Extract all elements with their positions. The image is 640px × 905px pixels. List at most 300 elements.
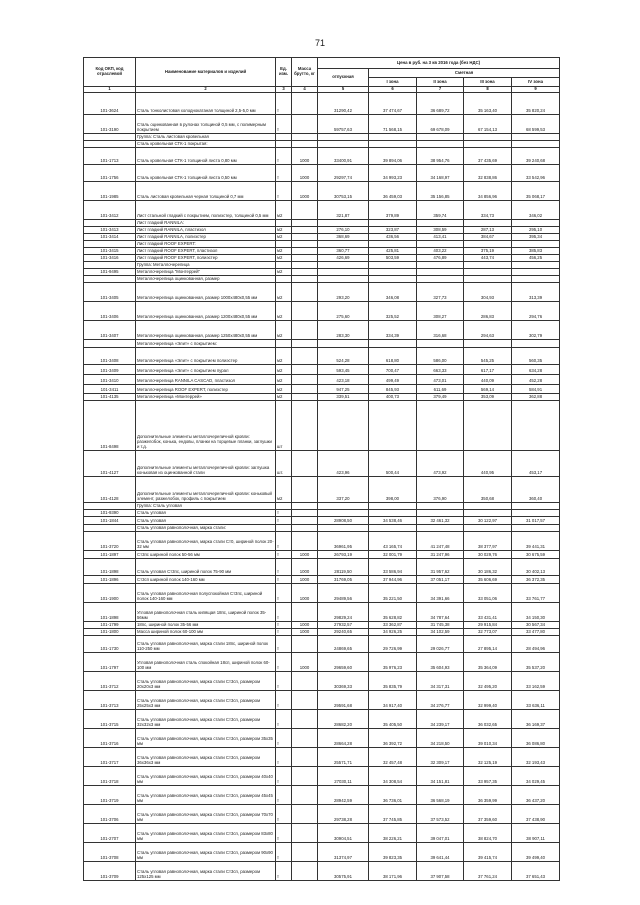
row-price-zone-2: 316,68 <box>417 321 464 340</box>
row-price-zone-2: 34 239,17 <box>417 710 464 729</box>
row-price-zone-3: 33 957,35 <box>464 767 512 786</box>
row-name: Сталь угловая равнополочная, марка стали Ст3сп, размером 36х36х3 мм <box>136 748 276 767</box>
row-price-release: 337,20 <box>318 477 369 503</box>
price-table <box>83 57 560 881</box>
row-name: Лист гладкий RANNILA, пластизол <box>136 227 276 234</box>
row-price-release: 276,10 <box>318 227 369 234</box>
row-unit: т <box>276 786 292 805</box>
row-price-zone-3: 35 606,69 <box>464 576 512 584</box>
row-price-release: 29240,65 <box>318 629 369 636</box>
row-name: Угловая равнополочная сталь спокойная 18сп, шириной полок 60-100 мм <box>136 653 276 672</box>
row-name: Сталь угловая равнополочная, марка стали Ст3сп, размером 32х32х3 мм <box>136 710 276 729</box>
row-price-zone-4: 35 068,17 <box>512 182 560 201</box>
row-price-zone-3: 304,93 <box>464 283 512 302</box>
row-price-zone-1 <box>369 141 417 148</box>
row-price-release <box>318 401 369 451</box>
row-unit: т <box>276 710 292 729</box>
row-price-release: 28664,28 <box>318 729 369 748</box>
row-price-zone-2: 308,59 <box>417 227 464 234</box>
row-price-zone-2 <box>417 401 464 451</box>
row-price-zone-3: 32 999,40 <box>464 691 512 710</box>
row-unit: м2 <box>276 375 292 385</box>
row-price-zone-2: 34 317,31 <box>417 672 464 691</box>
row-price-release: 29659,60 <box>318 653 369 672</box>
row-price-zone-3: 375,19 <box>464 248 512 255</box>
row-code: 101-1900 <box>84 584 136 603</box>
row-unit: м2 <box>276 269 292 276</box>
row-mass <box>292 93 318 115</box>
table-row <box>84 220 560 227</box>
row-unit: т <box>276 653 292 672</box>
row-price-release: 368,69 <box>318 234 369 241</box>
table-row <box>84 510 560 517</box>
row-mass <box>292 862 318 881</box>
row-price-zone-4: 33 636,11 <box>512 691 560 710</box>
row-price-zone-1: 700,47 <box>369 365 417 375</box>
row-code: 101-1896 <box>84 576 136 584</box>
row-price-zone-2: 413,41 <box>417 234 464 241</box>
row-code: 101-3717 <box>84 748 136 767</box>
row-name: Сталь угловая равнополочная полуспокойная Ст3пс, шириной полок 140-160 мм <box>136 584 276 603</box>
row-price-zone-2: 32 309,17 <box>417 748 464 767</box>
row-price-zone-2: 327,73 <box>417 283 464 302</box>
row-unit: м2 <box>276 255 292 262</box>
row-mass: 1000 <box>292 559 318 576</box>
row-mass <box>292 767 318 786</box>
row-unit: т <box>276 532 292 551</box>
row-code: 101-3719 <box>84 786 136 805</box>
row-price-zone-3: 39 010,34 <box>464 729 512 748</box>
row-code <box>84 262 136 269</box>
header-zone-1: I зона <box>369 78 417 87</box>
row-mass <box>292 401 318 451</box>
row-price-release: 27030,11 <box>318 767 369 786</box>
row-price-release: 36961,95 <box>318 532 369 551</box>
row-mass: 1000 <box>292 576 318 584</box>
row-code <box>84 525 136 532</box>
row-unit: т <box>276 165 292 182</box>
row-price-release <box>318 276 369 283</box>
row-code: 101-1799 <box>84 622 136 629</box>
row-price-zone-1: 425,81 <box>369 248 417 255</box>
row-name: Сталь угловая <box>136 510 276 517</box>
row-name: Дополнительные элементы металлочерепичной кровли: заглушка коньковая из оцинкованной стали <box>136 451 276 477</box>
row-price-zone-3: 39 415,74 <box>464 843 512 862</box>
row-price-zone-4: 453,17 <box>512 451 560 477</box>
row-price-zone-2: 36 689,72 <box>417 93 464 115</box>
row-unit: т <box>276 672 292 691</box>
table-row <box>84 653 560 672</box>
row-price-zone-4: 30 402,13 <box>512 559 560 576</box>
table-row <box>84 201 560 220</box>
row-price-zone-4: 36 169,37 <box>512 710 560 729</box>
row-mass <box>292 672 318 691</box>
row-price-zone-4: 35 537,20 <box>512 653 560 672</box>
table-row <box>84 729 560 748</box>
column-number: 2 <box>136 87 276 93</box>
row-mass <box>292 394 318 401</box>
row-name: Лист гладкий RANNILA: <box>136 220 276 227</box>
row-mass <box>292 134 318 141</box>
row-price-zone-2: 35 156,85 <box>417 182 464 201</box>
row-unit: т <box>276 576 292 584</box>
row-unit <box>276 276 292 283</box>
row-unit: т <box>276 551 292 559</box>
row-price-zone-3: 30 029,76 <box>464 551 512 559</box>
row-price-zone-1: 38 171,96 <box>369 862 417 881</box>
row-price-zone-4 <box>512 510 560 517</box>
row-code: 101-1730 <box>84 636 136 653</box>
row-unit: м2 <box>276 283 292 302</box>
row-price-zone-2: 29 026,77 <box>417 636 464 653</box>
row-mass <box>292 255 318 262</box>
row-price-zone-4: 39 240,68 <box>512 148 560 165</box>
row-unit <box>276 340 292 348</box>
row-name: Ст3сп шириной полок 140-160 мм <box>136 576 276 584</box>
row-name: Сталь угловая равнополочная, марка стали Ст3сп, размером 125х125 мм <box>136 862 276 881</box>
row-mass <box>292 365 318 375</box>
row-name: Сталь кровельная СТК-1 толщиной листа 0,80 мм <box>136 148 276 165</box>
row-price-zone-4: 31 017,57 <box>512 517 560 525</box>
row-name: 18пс, шириной полок 35-56 мм <box>136 622 276 629</box>
row-code: 101-3405 <box>84 283 136 302</box>
row-price-zone-2 <box>417 503 464 510</box>
row-price-zone-2: 69 678,09 <box>417 115 464 134</box>
table-row <box>84 824 560 843</box>
table-row <box>84 767 560 786</box>
row-price-zone-4: 33 542,96 <box>512 165 560 182</box>
row-unit: м2 <box>276 321 292 340</box>
row-price-zone-1: 323,87 <box>369 227 417 234</box>
row-price-zone-3: 350,68 <box>464 477 512 503</box>
row-price-zone-3 <box>464 269 512 276</box>
table-row <box>84 517 560 525</box>
row-code: 101-3713 <box>84 691 136 710</box>
table-row <box>84 234 560 241</box>
row-price-zone-1 <box>369 525 417 532</box>
row-price-zone-1: 398,00 <box>369 477 417 503</box>
row-price-zone-2: 36 568,19 <box>417 786 464 805</box>
row-price-zone-4: 385,83 <box>512 248 560 255</box>
row-price-zone-2: 34 102,59 <box>417 629 464 636</box>
row-price-zone-2: 31 247,96 <box>417 551 464 559</box>
header-release-price: отпускная <box>318 69 369 87</box>
row-price-release: 339,51 <box>318 394 369 401</box>
row-unit: т <box>276 691 292 710</box>
row-price-zone-3: 36 359,99 <box>464 786 512 805</box>
table-row <box>84 576 560 584</box>
row-mass <box>292 710 318 729</box>
row-price-release: 31290,42 <box>318 93 369 115</box>
row-code: 101-3715 <box>84 710 136 729</box>
row-unit: м2 <box>276 302 292 321</box>
row-price-zone-3: 38 824,70 <box>464 824 512 843</box>
row-price-zone-2: 37 907,58 <box>417 862 464 881</box>
row-price-zone-3 <box>464 525 512 532</box>
table-row <box>84 134 560 141</box>
row-price-zone-4: 560,35 <box>512 348 560 365</box>
table-row <box>84 248 560 255</box>
row-price-zone-1: 503,59 <box>369 255 417 262</box>
row-price-zone-4: 37 651,43 <box>512 862 560 881</box>
row-price-release <box>318 241 369 248</box>
row-code: 101-1756 <box>84 165 136 182</box>
row-price-zone-1: 36 736,01 <box>369 786 417 805</box>
row-price-release: 524,28 <box>318 348 369 365</box>
row-price-zone-2 <box>417 134 464 141</box>
row-code: 101-1844 <box>84 517 136 525</box>
row-name: Сталь угловая равнополочная, марка стали 18пс, шириной полок 110-250 мм <box>136 636 276 653</box>
row-unit <box>276 262 292 269</box>
table-row <box>84 348 560 365</box>
row-mass <box>292 824 318 843</box>
row-unit: м2 <box>276 385 292 394</box>
column-number: 7 <box>417 87 464 93</box>
row-name: Сталь угловая равнополочная, марка стали Ст3сп, размером 40х40 мм <box>136 767 276 786</box>
row-price-zone-4: 360,40 <box>512 477 560 503</box>
row-name: Металлочерепица RANNILA CASCAD, пластизол <box>136 375 276 385</box>
row-name: Сталь угловая равнополочная, марка стали Ст0, шириной полок 20-32 мм <box>136 532 276 551</box>
row-unit: м2 <box>276 365 292 375</box>
table-row <box>84 269 560 276</box>
row-price-zone-3: 353,09 <box>464 394 512 401</box>
row-price-zone-4: 30 675,59 <box>512 551 560 559</box>
row-price-zone-3: 34 856,96 <box>464 182 512 201</box>
row-unit: т <box>276 636 292 653</box>
row-price-zone-3 <box>464 134 512 141</box>
row-name: Металлочерепица оцинкованная, размер 1000х480х0,55 мм <box>136 283 276 302</box>
header-price-group: Цена в руб. на 3 кв 2016 года (без НДС) <box>318 58 560 69</box>
row-price-zone-2: 379,49 <box>417 394 464 401</box>
row-price-release: 293,20 <box>318 283 369 302</box>
table-row <box>84 302 560 321</box>
row-mass <box>292 241 318 248</box>
row-unit <box>276 503 292 510</box>
row-price-zone-1: 35 628,82 <box>369 603 417 622</box>
row-price-zone-2: 476,89 <box>417 255 464 262</box>
row-price-zone-2: 31 745,38 <box>417 622 464 629</box>
row-price-zone-2 <box>417 510 464 517</box>
row-price-release: 25571,71 <box>318 748 369 767</box>
header-unit: Ед. изм. <box>276 58 292 87</box>
row-name: Сталь угловая равнополочная, марка стали Ст3сп, размером 25х25х3 мм <box>136 691 276 710</box>
table-row <box>84 786 560 805</box>
row-code: 101-1897 <box>84 551 136 559</box>
row-price-release: 26793,19 <box>318 551 369 559</box>
row-mass <box>292 321 318 340</box>
row-mass <box>292 748 318 767</box>
row-price-zone-1: 34 926,25 <box>369 629 417 636</box>
row-price-release: 426,69 <box>318 255 369 262</box>
table-row <box>84 672 560 691</box>
row-code: 101-3712 <box>84 672 136 691</box>
row-mass <box>292 269 318 276</box>
row-price-release: 28119,50 <box>318 559 369 576</box>
row-unit <box>276 134 292 141</box>
row-price-zone-3: 27 895,14 <box>464 636 512 653</box>
row-price-zone-2: 611,69 <box>417 385 464 394</box>
column-number: 5 <box>318 87 369 93</box>
row-mass <box>292 262 318 269</box>
row-price-zone-3: 286,83 <box>464 302 512 321</box>
row-code: 101-3406 <box>84 302 136 321</box>
table-row <box>84 375 560 385</box>
row-code: 101-3716 <box>84 729 136 748</box>
row-name: Сталь оцинкованная в рулонах толщиной 0,5 мм, с полимерным покрытием <box>136 115 276 134</box>
row-price-zone-2: 359,74 <box>417 201 464 220</box>
row-code: 101-3407 <box>84 321 136 340</box>
row-code: 101-4127 <box>84 451 136 477</box>
row-unit: т <box>276 517 292 525</box>
row-price-zone-2: 31 957,62 <box>417 559 464 576</box>
row-price-zone-1: 39 823,35 <box>369 843 417 862</box>
row-price-zone-1 <box>369 340 417 348</box>
row-price-zone-4: 37 438,90 <box>512 805 560 824</box>
row-price-release: 29489,56 <box>318 584 369 603</box>
row-price-zone-2 <box>417 241 464 248</box>
row-price-zone-1: 33 362,87 <box>369 622 417 629</box>
row-price-zone-1: 499,49 <box>369 375 417 385</box>
row-mass <box>292 375 318 385</box>
row-price-release: 30369,33 <box>318 672 369 691</box>
table-row <box>84 141 560 148</box>
table-row <box>84 691 560 710</box>
row-unit: шт. <box>276 451 292 477</box>
row-name: Сталь угловая равнополочная, марка стали Ст3сп, размером 70х70 мм <box>136 805 276 824</box>
row-price-release: 30904,51 <box>318 824 369 843</box>
row-mass <box>292 201 318 220</box>
row-price-zone-3: 38 377,97 <box>464 532 512 551</box>
row-price-zone-1: 35 835,79 <box>369 672 417 691</box>
column-number: 6 <box>369 87 417 93</box>
row-name: Группа: Металлочерепица <box>136 262 276 269</box>
row-price-zone-1 <box>369 134 417 141</box>
row-code: 101-3412 <box>84 201 136 220</box>
row-unit: м2 <box>276 348 292 365</box>
row-unit <box>276 220 292 227</box>
row-price-zone-1: 36 459,03 <box>369 182 417 201</box>
row-name: Металлочерепица оцинкованная, размер <box>136 276 276 283</box>
row-price-zone-1 <box>369 503 417 510</box>
table-row <box>84 227 560 234</box>
row-price-zone-1: 618,80 <box>369 348 417 365</box>
row-mass <box>292 276 318 283</box>
header-zone-4: IV зона <box>512 78 560 87</box>
row-price-zone-2: 376,90 <box>417 477 464 503</box>
row-name: Металлочерепица ROOF EXPERT, полиэстер <box>136 385 276 394</box>
row-price-zone-3: 384,67 <box>464 234 512 241</box>
row-price-zone-1: 346,08 <box>369 283 417 302</box>
column-number: 9 <box>512 87 560 93</box>
row-code <box>84 241 136 248</box>
row-price-zone-4: 30 567,34 <box>512 622 560 629</box>
row-mass <box>292 517 318 525</box>
row-price-zone-4 <box>512 276 560 283</box>
row-name: Сталь угловая Ст3пс, шириной полок 75-90 мм <box>136 559 276 576</box>
row-unit: м2 <box>276 227 292 234</box>
row-unit: м2 <box>276 234 292 241</box>
table-row <box>84 622 560 629</box>
row-price-release: 30575,91 <box>318 862 369 881</box>
row-price-zone-3: 37 435,69 <box>464 148 512 165</box>
row-price-release: 423,18 <box>318 375 369 385</box>
row-mass <box>292 636 318 653</box>
row-price-release <box>318 510 369 517</box>
row-price-zone-2 <box>417 525 464 532</box>
row-price-zone-1: 34 917,40 <box>369 691 417 710</box>
row-mass <box>292 729 318 748</box>
row-unit: т <box>276 510 292 517</box>
row-price-zone-4 <box>512 401 560 451</box>
row-mass: 1000 <box>292 165 318 182</box>
row-code: 101-3720 <box>84 532 136 551</box>
row-price-zone-2: 473,92 <box>417 451 464 477</box>
table-body <box>84 93 560 881</box>
row-price-zone-1: 39 894,06 <box>369 148 417 165</box>
row-price-zone-1: 500,44 <box>369 451 417 477</box>
row-price-zone-1: 38 226,21 <box>369 824 417 843</box>
row-price-zone-3 <box>464 220 512 227</box>
row-price-zone-3: 569,14 <box>464 385 512 394</box>
row-price-release: 593,45 <box>318 365 369 375</box>
row-price-release: 29297,74 <box>318 165 369 182</box>
row-price-zone-4: 362,88 <box>512 394 560 401</box>
row-price-zone-4: 395,34 <box>512 234 560 241</box>
row-name: Сталь листовая кровельная черная толщиной 0,7 мм <box>136 182 276 201</box>
row-mass: 1000 <box>292 622 318 629</box>
row-price-zone-4: 68 599,53 <box>512 115 560 134</box>
row-mass <box>292 532 318 551</box>
row-price-zone-2: 39 047,01 <box>417 824 464 843</box>
row-unit: т <box>276 603 292 622</box>
table-row <box>84 365 560 375</box>
row-price-zone-1: 436,56 <box>369 234 417 241</box>
row-name: Металлочерепица «Монтеррей» <box>136 394 276 401</box>
row-price-zone-3 <box>464 503 512 510</box>
row-price-zone-1: 325,52 <box>369 302 417 321</box>
row-price-zone-2: 37 051,17 <box>417 576 464 584</box>
row-unit: шт <box>276 401 292 451</box>
table-row <box>84 321 560 340</box>
row-price-zone-4: 313,39 <box>512 283 560 302</box>
row-code: 101-9390 <box>84 510 136 517</box>
row-price-zone-2: 34 391,66 <box>417 584 464 603</box>
table-row <box>84 385 560 394</box>
row-unit: т <box>276 767 292 786</box>
row-mass <box>292 805 318 824</box>
row-price-zone-4: 634,28 <box>512 365 560 375</box>
row-price-release: 31374,97 <box>318 843 369 862</box>
row-price-release: 275,60 <box>318 302 369 321</box>
row-price-zone-2: 39 641,44 <box>417 843 464 862</box>
row-price-zone-3: 334,73 <box>464 201 512 220</box>
row-name: Масса шириной полок 60-100 мм <box>136 629 276 636</box>
row-price-zone-3: 440,95 <box>464 451 512 477</box>
row-name: Лист стальной гладкий с покрытием, полиэстер, толщиной 0,5 мм <box>136 201 276 220</box>
row-code: 101-3408 <box>84 348 136 365</box>
row-price-release: 28682,20 <box>318 710 369 729</box>
column-number: 4 <box>292 87 318 93</box>
row-price-zone-3: 33 431,41 <box>464 603 512 622</box>
row-mass <box>292 385 318 394</box>
row-price-release <box>318 269 369 276</box>
row-unit: м2 <box>276 394 292 401</box>
row-mass <box>292 843 318 862</box>
row-name: Дополнительные элементы металлочерепичной кровли: разжелобок, конька, ендовы, планки на торцевые планки, заглушки и т.д. <box>136 401 276 451</box>
row-price-zone-3: 440,09 <box>464 375 512 385</box>
row-price-zone-4: 34 029,45 <box>512 767 560 786</box>
row-price-zone-2: 308,27 <box>417 302 464 321</box>
